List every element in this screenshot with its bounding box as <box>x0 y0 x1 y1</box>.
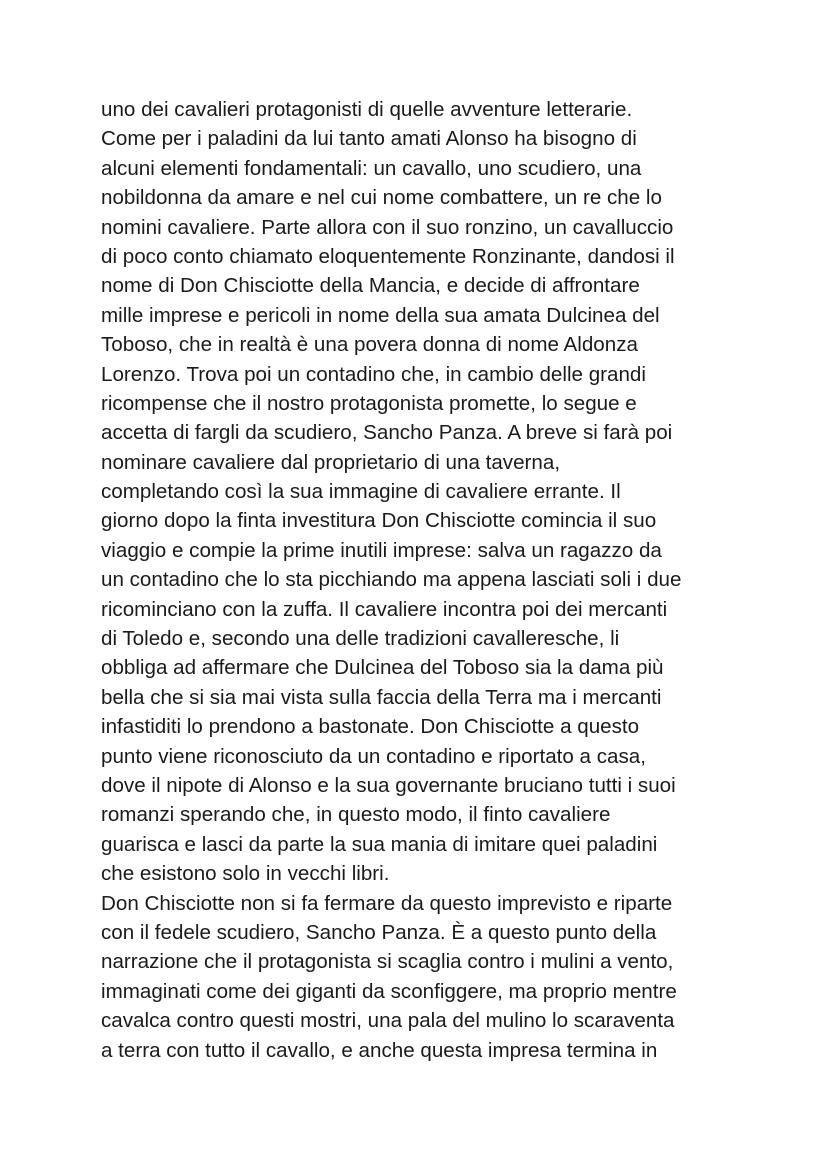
text-line: un contadino che lo sta picchiando ma appena lasciati soli i due <box>101 568 682 592</box>
text-line: bella che si sia mai vista sulla faccia della Terra ma i mercanti <box>101 685 662 709</box>
text-line: Come per i paladini da lui tanto amati Alonso ha bisogno di <box>101 127 637 151</box>
text-line: di poco conto chiamato eloquentemente Ronzinante, dandosi il <box>101 244 675 268</box>
text-line: a terra con tutto il cavallo, e anche questa impresa termina in <box>101 1038 658 1062</box>
text-line: infastiditi lo prendono a bastonate. Don Chisciotte a questo <box>101 715 640 739</box>
text-line: di Toledo e, secondo una delle tradizioni cavalleresche, li <box>101 627 620 651</box>
text-line: giorno dopo la finta investitura Don Chisciotte comincia il suo <box>101 509 657 533</box>
text-line: guarisca e lasci da parte la sua mania di imitare quei paladini <box>101 832 658 856</box>
text-line: alcuni elementi fondamentali: un cavallo, uno scudiero, una <box>101 156 642 180</box>
text-line: viaggio e compie la prime inutili imprese: salva un ragazzo da <box>101 538 662 562</box>
text-line: che esistono solo in vecchi libri. <box>101 862 390 886</box>
text-line: romanzi sperando che, in questo modo, il finto cavaliere <box>101 803 611 827</box>
text-line: Don Chisciotte non si fa fermare da questo imprevisto e riparte <box>101 891 673 915</box>
text-line: Toboso, che in realtà è una povera donna di nome Aldonza <box>101 333 638 357</box>
text-line: obbliga ad affermare che Dulcinea del Toboso sia la dama più <box>101 656 664 680</box>
text-line: completando così la sua immagine di cavaliere errante. Il <box>101 480 621 504</box>
body-text <box>101 95 791 1065</box>
text-line: nomini cavaliere. Parte allora con il suo ronzino, un cavalluccio <box>101 215 674 239</box>
text-line: mille imprese e pericoli in nome della sua amata Dulcinea del <box>101 303 660 327</box>
text-line: immaginati come dei giganti da sconfiggere, ma proprio mentre <box>101 979 677 1003</box>
text-line: ricompense che il nostro protagonista promette, lo segue e <box>101 391 637 415</box>
text-line: con il fedele scudiero, Sancho Panza. È a questo punto della <box>101 920 657 944</box>
text-line: cavalca contro questi mostri, una pala del mulino lo scaraventa <box>101 1009 675 1033</box>
text-line: uno dei cavalieri protagonisti di quelle avventure letterarie. <box>101 98 633 121</box>
text-line: dove il nipote di Alonso e la sua governante bruciano tutti i suoi <box>101 773 676 797</box>
text-line: nome di Don Chisciotte della Mancia, e decide di affrontare <box>101 274 640 298</box>
text-line: ricominciano con la zuffa. Il cavaliere incontra poi dei mercanti <box>101 597 668 621</box>
text-line: Lorenzo. Trova poi un contadino che, in cambio delle grandi <box>101 362 646 386</box>
text-line: accetta di fargli da scudiero, Sancho Panza. A breve si farà poi <box>101 421 673 445</box>
text-line: punto viene riconosciuto da un contadino e riportato a casa, <box>101 744 646 768</box>
text-line: nominare cavaliere dal proprietario di una taverna, <box>101 450 561 474</box>
text-line: narrazione che il protagonista si scaglia contro i mulini a vento, <box>101 950 674 974</box>
text-line: nobildonna da amare e nel cui nome combattere, un re che lo <box>101 186 662 210</box>
